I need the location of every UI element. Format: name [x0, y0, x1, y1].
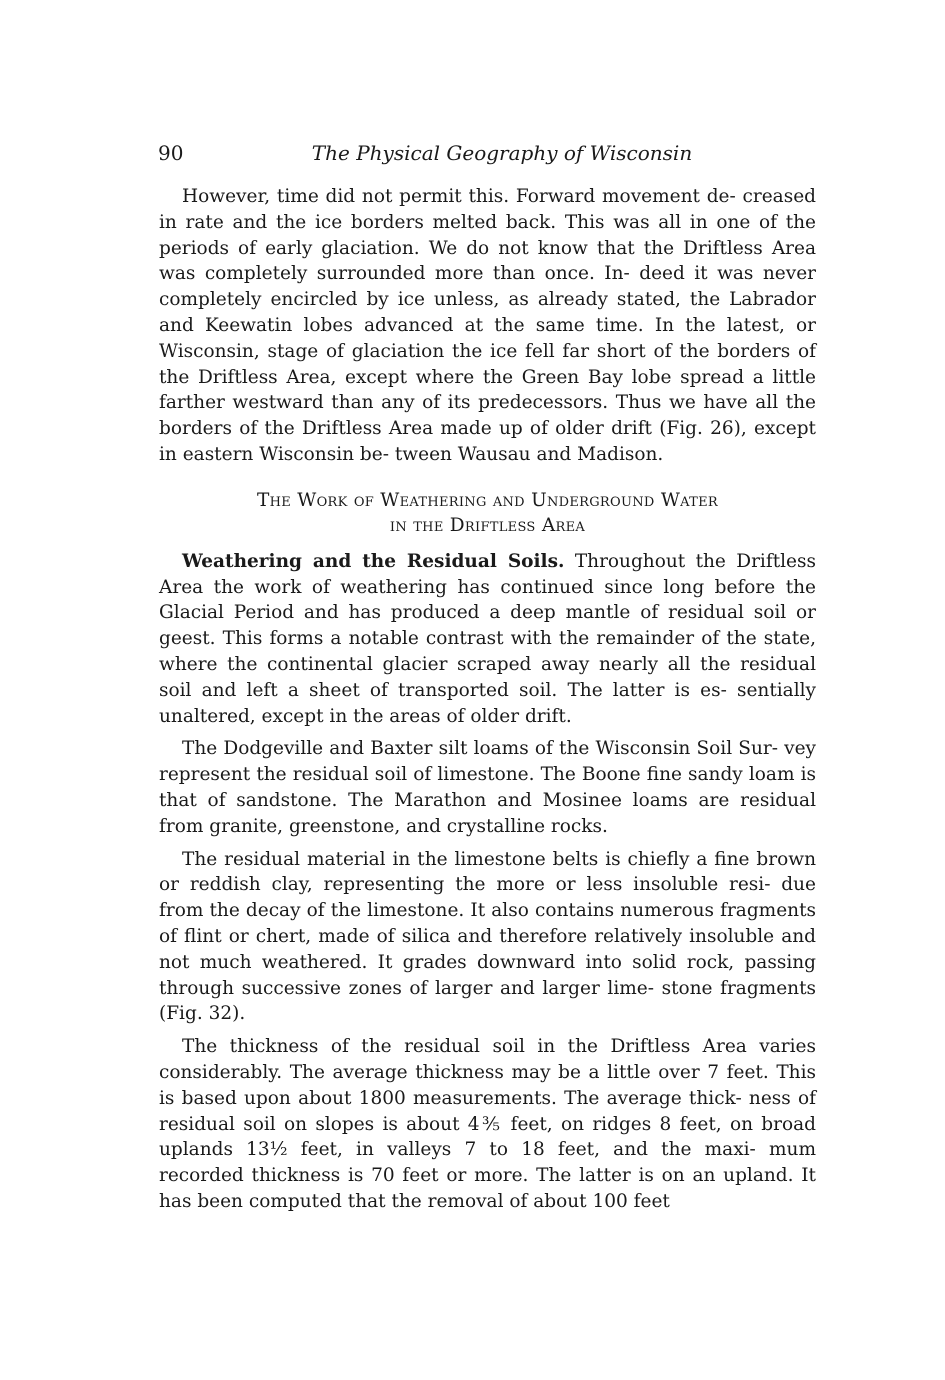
paragraph-driftless-encirclement: However, time did not permit this. Forward movement de- creased in rate and the ice borders melted back. This was all in one of the periods of early glaciation. We do not know that the Driftless Area was completely surrounded more than once. In- deed it was never completely encircled by ice unless, as already stated, the Labrador and Keewatin lobes advanced at the same time. In the latest, or Wisconsin, stage of glaciation the ice fell far short of the borders of the Driftless Area, except where the Green Bay lobe spread a little farther westward than any of its predecessors. Thus we have all the borders of the Driftless Area made up of older drift (Fig. 26), except in eastern Wisconsin be- tween Wausau and Madison. — [159, 186, 816, 465]
paragraph-soil-survey: The Dodgeville and Baxter silt loams of the Wisconsin Soil Sur- vey represent the residual soil of limestone. The Boone fine sandy loam is that of sandstone. The Marathon and Mosinee loams are residual from granite, greenstone, and crystalline rocks. — [159, 738, 816, 837]
paragraph-limestone-residue: The residual material in the limestone belts is chiefly a fine brown or reddish clay, representing the more or less insoluble resi- due from the decay of the limestone. It also contains numerous fragments of flint or chert, made of silica and therefore relatively insoluble and not much weathered. It grades downward into solid rock, passing through successive zones of larger and larger lime- stone fragments (Fig. 32). — [159, 848, 816, 1025]
section-heading-line-2: in the Driftless Area — [389, 514, 586, 536]
paragraph-residual-soils-text: Throughout the Driftless Area the work of weathering has continued since long before the Glacial Period and has produced a deep mantle of residual soil or geest. This forms a notable contrast with the remainder of the state, where the continental glacier scraped away nearly all the residual soil and left a sheet of transported soil. The latter is es- sentially unaltered, except in the areas of older drift. — [159, 550, 816, 727]
page-number: 90 — [158, 141, 184, 165]
paragraph-residual-soils — [159, 549, 816, 730]
section-heading — [159, 488, 816, 538]
running-title: The Physical Geography of Wisconsin — [311, 141, 693, 165]
body-text — [159, 184, 816, 1215]
section-heading-line-1: The Work of Weathering and Underground Water — [257, 489, 718, 511]
page-header — [158, 139, 816, 167]
run-in-heading: Weathering and the Residual Soils. — [182, 550, 565, 572]
paragraph-soil-thickness: The thickness of the residual soil in the Driftless Area varies considerably. The average thickness may be a little over 7 feet. This is based upon about 1800 measurements. The average thick- ness of residual soil on slopes is about 4⅗ feet, on ridges 8 feet, on broad uplands 13½ feet, in valleys 7 to 18 feet, and the maxi- mum recorded thickness is 70 feet or more. The latter is on an upland. It has been computed that the removal of about 100 feet — [159, 1036, 816, 1212]
